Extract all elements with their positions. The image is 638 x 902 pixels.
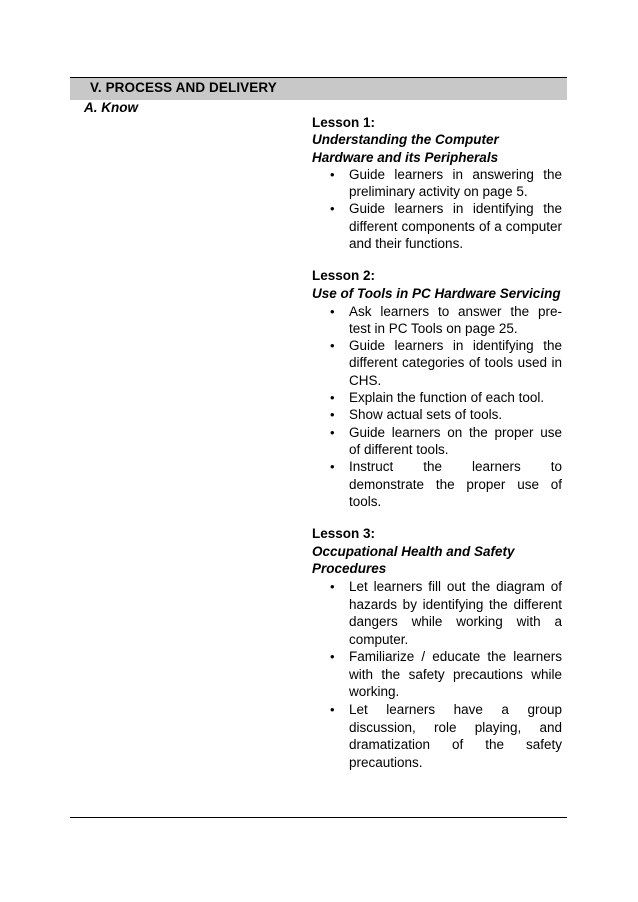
bullet-icon: • (330, 303, 335, 319)
lesson-label: Lesson 2: (312, 268, 376, 284)
list-item-text: Familiarize / educate the learners with the safety precautions while working. (349, 649, 562, 700)
subsection-heading: A. Know (84, 100, 138, 115)
bullet-icon: • (330, 702, 335, 718)
lesson-items (312, 303, 562, 511)
section-header: V. PROCESS AND DELIVERY (90, 80, 277, 95)
lesson-title: Understanding the Computer Hardware and its Peripherals (312, 132, 499, 165)
list-item-text: Guide learners in answering the preliminary activity on page 5. (349, 166, 562, 200)
list-item-text: Explain the function of each tool. (349, 390, 545, 406)
bullet-icon: • (330, 390, 335, 406)
list-item-text: Show actual sets of tools. (349, 407, 503, 423)
list-item-text: Ask learners to answer the pre- test in PC Tools on page 25. (349, 303, 562, 336)
bullet-icon: • (330, 578, 335, 594)
bottom-rule (70, 817, 567, 818)
list-item-text: Let learners have a group discussion, role playing, and dramatization of the safety precautions. (349, 702, 562, 770)
lesson-label: Lesson 1: (312, 115, 376, 130)
lesson-title: Use of Tools in PC Hardware Servicing (312, 285, 561, 301)
bullet-icon: • (330, 649, 335, 665)
bullet-icon: • (330, 424, 335, 440)
bullet-icon: • (330, 338, 335, 354)
list-item-text: Guide learners in identifying the different categories of tools used in CHS. (349, 338, 562, 388)
lesson-items (312, 166, 562, 252)
list-item (312, 424, 562, 459)
lesson-1 (312, 114, 562, 252)
lesson-title: Occupational Health and Safety Procedures (312, 543, 515, 577)
list-item (312, 648, 562, 701)
lesson-2 (312, 267, 562, 510)
list-item-text: Guide learners in identifying the different components of a computer and their functions. (349, 201, 562, 252)
list-item (312, 406, 562, 423)
lesson-content (312, 114, 562, 786)
list-item (312, 303, 562, 338)
lesson-items (312, 578, 562, 772)
bullet-icon: • (330, 201, 335, 217)
list-item (312, 200, 562, 252)
list-item (312, 166, 562, 201)
bullet-icon: • (330, 166, 335, 182)
list-item (312, 701, 562, 771)
list-item (312, 458, 562, 510)
list-item-text: Let learners fill out the diagram of hazards by identifying the different dangers while working with a computer. (349, 578, 562, 647)
section-header-band (70, 78, 567, 100)
lesson-3 (312, 525, 562, 771)
list-item (312, 337, 562, 389)
list-item-text: Guide learners on the proper use of different tools. (349, 424, 562, 457)
list-item-text: Instruct the learners to demonstrate the proper use of tools. (349, 459, 562, 509)
bullet-icon: • (330, 459, 335, 475)
list-item (312, 389, 562, 406)
list-item (312, 578, 562, 648)
bullet-icon: • (330, 407, 335, 423)
lesson-label: Lesson 3: (312, 526, 376, 542)
